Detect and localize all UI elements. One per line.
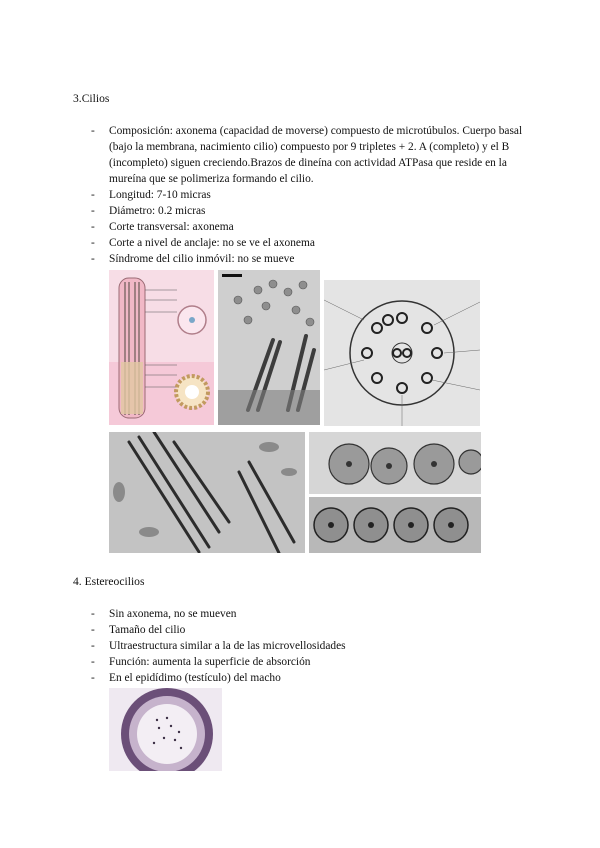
cilios-bullet-list bbox=[73, 123, 533, 267]
list-item: - Diámetro: 0.2 micras bbox=[91, 205, 206, 217]
em-basal-body-micrograph bbox=[109, 432, 305, 553]
list-item: - Tamaño del cilio bbox=[91, 624, 186, 636]
list-item: - Corte a nivel de anclaje: no se ve el axonema bbox=[91, 237, 315, 249]
em-cross-section-micrograph-top bbox=[309, 432, 481, 494]
list-item: - Ultraestructura similar a la de las microvellosidades bbox=[91, 640, 346, 652]
list-item: - En el epidídimo (testículo) del macho bbox=[91, 672, 281, 684]
cilium-structure-diagram bbox=[109, 270, 214, 425]
list-item: - Sin axonema, no se mueven bbox=[91, 608, 237, 620]
em-cross-section-micrograph-bottom bbox=[309, 497, 481, 553]
list-item: - Longitud: 7-10 micras bbox=[91, 189, 211, 201]
list-item: - Corte transversal: axonema bbox=[91, 221, 234, 233]
em-longitudinal-micrograph bbox=[218, 270, 320, 425]
section-heading-estereocilios: 4. Estereocilios bbox=[73, 575, 145, 588]
epididymis-histology-image bbox=[109, 688, 222, 771]
list-item: - Función: aumenta la superficie de absorción bbox=[91, 656, 311, 668]
list-item: - Composición: axonema (capacidad de moverse) compuesto de microtúbulos. Cuerpo basal (bajo la membrana, nacimiento cilio) compuesto por 9 tripletes + 2. A (completo) y el B (incompleto) siguen creciendo.Brazos de dineína con actividad ATPasa que reside en la mureína que se polimeriza formando el cilio. bbox=[91, 125, 523, 185]
estereocilios-bullet-list bbox=[73, 606, 533, 686]
list-item: - Síndrome del cilio inmóvil: no se mueve bbox=[91, 253, 295, 265]
section-heading-cilios: 3.Cilios bbox=[73, 92, 110, 105]
axoneme-cross-section-diagram bbox=[324, 280, 480, 426]
